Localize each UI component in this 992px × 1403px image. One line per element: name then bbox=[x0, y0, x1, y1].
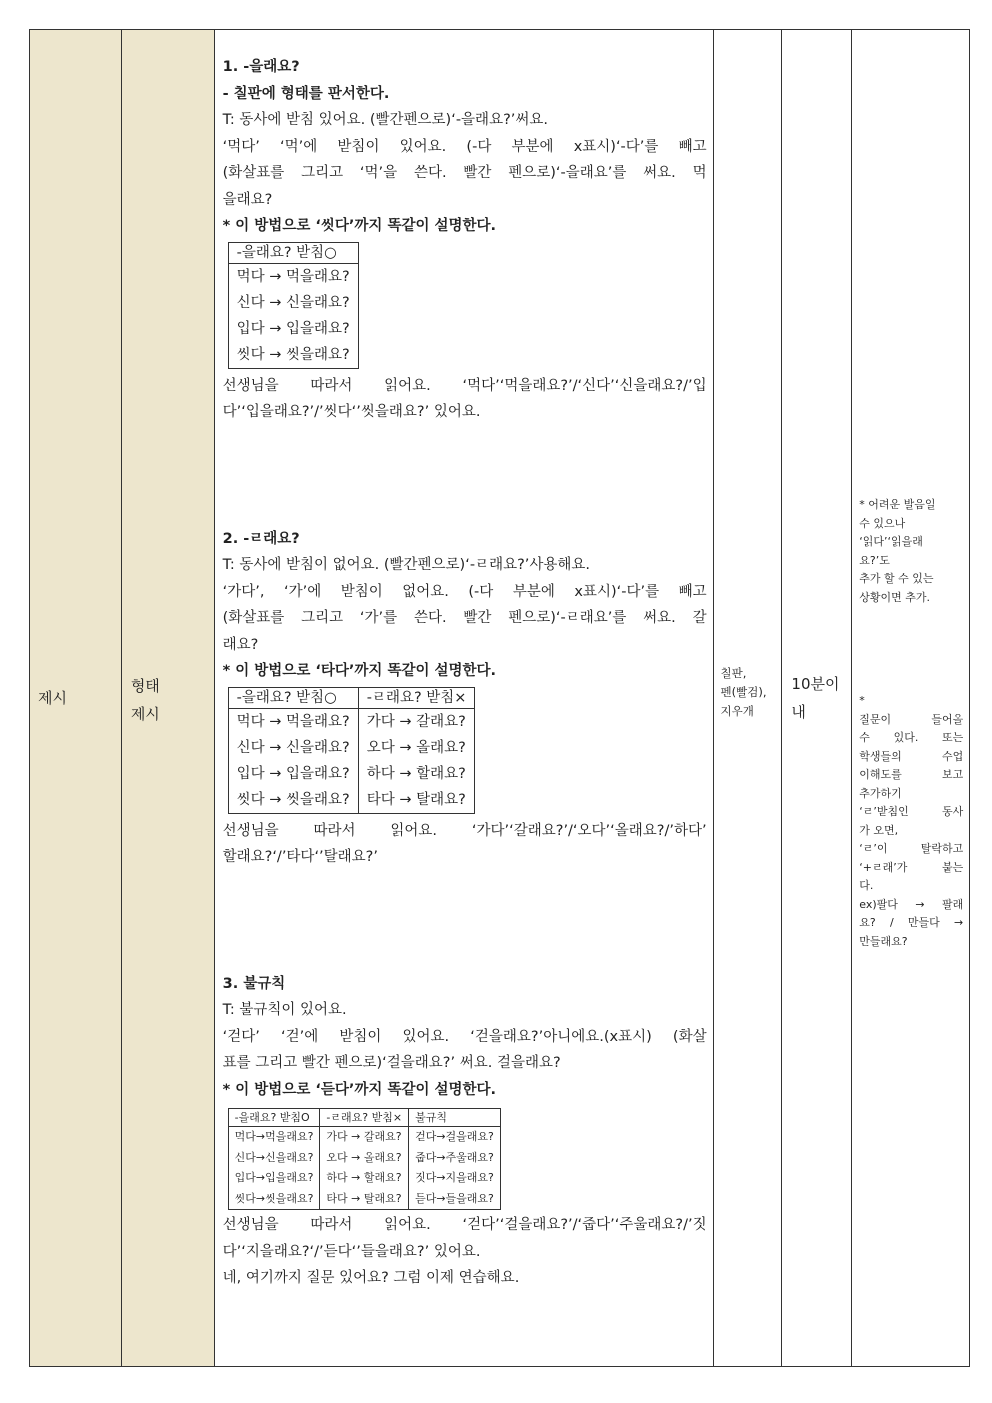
note-line: * bbox=[859, 694, 865, 707]
note-line: 수 있으나 bbox=[859, 516, 906, 530]
instruction-line: * 이 방법으로 ‘씻다’까지 똑같이 설명한다. bbox=[222, 218, 497, 234]
text-line: 선생님을 따라서 읽어요. ‘걷다’‘걸을래요?’/‘줍다’‘주울래요?/’짓 bbox=[222, 1217, 707, 1233]
note-line: ‘ㄹ’받침인 동사 bbox=[859, 805, 964, 818]
table-header: 불규칙 bbox=[409, 1109, 501, 1127]
section-title: 3. 불규칙 bbox=[222, 975, 286, 992]
text-line: T: 동사에 받침이 없어요. (빨간펜으로)‘-ㄹ래요?’사용해요. bbox=[222, 557, 591, 573]
table-cell: 줍다→주울래요? bbox=[409, 1148, 501, 1169]
table-cell: 신다→신을래요? bbox=[228, 1148, 320, 1169]
text-line: T: 불규칙이 있어요. bbox=[222, 1002, 347, 1018]
table-cell: 씻다 → 씻을래요? bbox=[228, 787, 358, 814]
lesson-content bbox=[223, 54, 707, 1292]
table-cell: 씻다→씻을래요? bbox=[228, 1189, 320, 1210]
note-line: 요?’도 bbox=[859, 553, 890, 567]
table-header: -을래요? 받침○ bbox=[228, 242, 358, 263]
table-cell: 먹다 → 먹을래요? bbox=[228, 708, 358, 735]
materials-cell bbox=[714, 30, 783, 1366]
table-header: -ㄹ래요? 받침× bbox=[358, 687, 475, 708]
note-line: 요? / 만들다 → bbox=[859, 916, 964, 929]
text-line: 다’‘입을래요?’/’씻다‘’씻을래요?’ 있어요. bbox=[222, 404, 481, 420]
table-cell: 걷다→걸을래요? bbox=[409, 1127, 501, 1148]
notes-cell bbox=[852, 30, 969, 1366]
table-cell: 가다 → 갈래요? bbox=[358, 708, 475, 735]
table-header: -을래요? 받침O bbox=[228, 1109, 320, 1127]
text-line: T: 동사에 받침 있어요. (빨간펜으로)‘-을래요?’써요. bbox=[222, 112, 548, 128]
note-line: 만들래요? bbox=[859, 934, 908, 948]
text-line: ‘먹다’ ‘먹’에 받침이 있어요. (-다 부분에 x표시)‘-다’를 빼고 bbox=[222, 138, 707, 155]
note-line: ‘읽다’‘읽을래 bbox=[859, 535, 923, 548]
conjugation-table bbox=[228, 687, 476, 814]
note-line: 추가 할 수 있는 bbox=[859, 572, 934, 585]
time-line: 10분이 bbox=[791, 675, 840, 693]
note-line: 상황이면 추가. bbox=[859, 590, 931, 604]
time-line: 내 bbox=[791, 703, 806, 721]
note-questions bbox=[859, 692, 963, 951]
text-line: 을래요? bbox=[222, 191, 273, 208]
instruction-line: - 칠판에 형태를 판서한다. bbox=[222, 85, 390, 102]
material-item: 지우개 bbox=[720, 704, 754, 718]
text-line: ‘가다’, ‘가’에 받침이 없어요. (-다 부분에 x표시)‘-다’를 빼고 bbox=[222, 583, 707, 600]
note-line: 다. bbox=[859, 879, 874, 892]
note-line: ex)팔다 → 팔래 bbox=[859, 897, 964, 911]
table-cell: 신다 → 신을래요? bbox=[228, 735, 358, 761]
note-line: ‘ㄹ’이 탈락하고 bbox=[859, 842, 964, 855]
note-pronunciation bbox=[859, 496, 963, 607]
note-line: 질문이 들어올 bbox=[859, 712, 964, 726]
section-title: 2. -ㄹ래요? bbox=[222, 530, 300, 547]
table-cell: 짓다→지을래요? bbox=[409, 1168, 501, 1189]
substage-line: 형태 bbox=[130, 677, 160, 695]
table-cell: 하다 → 할래요? bbox=[320, 1168, 409, 1189]
substage-cell bbox=[122, 30, 215, 1366]
table-cell: 타다 → 탈래요? bbox=[320, 1189, 409, 1210]
section-title: 1. -을래요? bbox=[222, 59, 300, 75]
note-line: 가 오면, bbox=[859, 823, 899, 837]
text-line: (화살표를 그리고 ‘가’를 쓴다. 빨간 펜으로)‘-ㄹ래요’를 써요. 갈 bbox=[222, 610, 707, 626]
table-cell: 듣다→들을래요? bbox=[409, 1189, 501, 1210]
stage-cell bbox=[30, 30, 122, 1366]
table-header: -ㄹ래요? 받침× bbox=[320, 1109, 409, 1127]
note-line: 추가하기 bbox=[859, 786, 902, 800]
instruction-line: * 이 방법으로 ‘타다’까지 똑같이 설명한다. bbox=[222, 663, 497, 679]
table-cell: 입다→입을래요? bbox=[228, 1168, 320, 1189]
note-line: * 어려운 발음일 bbox=[859, 498, 936, 511]
conjugation-table bbox=[228, 242, 359, 369]
table-cell: 먹다→먹을래요? bbox=[228, 1127, 320, 1148]
stage-label: 제시 bbox=[38, 689, 67, 707]
table-cell: 가다 → 갈래요? bbox=[320, 1127, 409, 1148]
table-cell: 입다 → 입을래요? bbox=[228, 316, 358, 342]
lesson-plan-table bbox=[29, 29, 970, 1367]
substage-line: 제시 bbox=[130, 705, 160, 723]
text-line: 네, 여기까지 질문 있어요? 그럼 이제 연습해요. bbox=[222, 1270, 520, 1286]
table-cell: 씻다 → 씻을래요? bbox=[228, 342, 358, 369]
text-line: 할래요?‘/’타다‘’탈래요?’ bbox=[222, 849, 378, 865]
substage-label bbox=[131, 672, 160, 728]
material-item: 펜(빨검), bbox=[720, 685, 767, 699]
content-cell bbox=[215, 30, 714, 1366]
note-line: 학생들의 수업 bbox=[859, 749, 964, 763]
table-cell: 오다 → 올래요? bbox=[320, 1148, 409, 1169]
text-line: 다’‘지을래요?‘/’듣다‘’들을래요?’ 있어요. bbox=[222, 1243, 481, 1260]
note-line: 수 있다. 또는 bbox=[859, 731, 964, 744]
text-line: (화살표를 그리고 ‘먹’을 쓴다. 빨간 펜으로)‘-을래요’를 써요. 먹 bbox=[222, 165, 707, 181]
text-line: 래요? bbox=[222, 636, 259, 653]
materials-list bbox=[721, 664, 767, 721]
time-label bbox=[791, 670, 839, 726]
table-cell: 입다 → 입을래요? bbox=[228, 761, 358, 787]
table-cell: 신다 → 신을래요? bbox=[228, 290, 358, 316]
instruction-line: * 이 방법으로 ‘듣다’까지 똑같이 설명한다. bbox=[222, 1081, 497, 1098]
table-cell: 먹다 → 먹을래요? bbox=[228, 263, 358, 290]
table-cell: 오다 → 올래요? bbox=[358, 735, 475, 761]
text-line: 선생님을 따라서 읽어요. ‘먹다’‘먹을래요?’/‘신다’‘신을래요?/’입 bbox=[222, 377, 707, 394]
note-line: ‘+ㄹ래’가 붙는 bbox=[859, 860, 964, 874]
material-item: 칠판, bbox=[720, 666, 747, 680]
table-cell: 하다 → 할래요? bbox=[358, 761, 475, 787]
table-header: -을래요? 받침○ bbox=[228, 687, 358, 708]
conjugation-table bbox=[228, 1108, 501, 1210]
text-line: 선생님을 따라서 읽어요. ‘가다’‘갈래요?’/‘오다’‘올래요?/’하다’ bbox=[222, 822, 707, 839]
time-cell bbox=[782, 30, 852, 1366]
text-line: 표를 그리고 빨간 펜으로)‘걸을래요?’ 써요. 걸을래요? bbox=[222, 1055, 561, 1071]
note-line: 이해도를 보고 bbox=[859, 768, 964, 781]
text-line: ‘걷다’ ‘걷’에 받침이 있어요. ‘걷을래요?’아니에요.(x표시) (화살 bbox=[222, 1028, 707, 1045]
table-cell: 타다 → 탈래요? bbox=[358, 787, 475, 814]
